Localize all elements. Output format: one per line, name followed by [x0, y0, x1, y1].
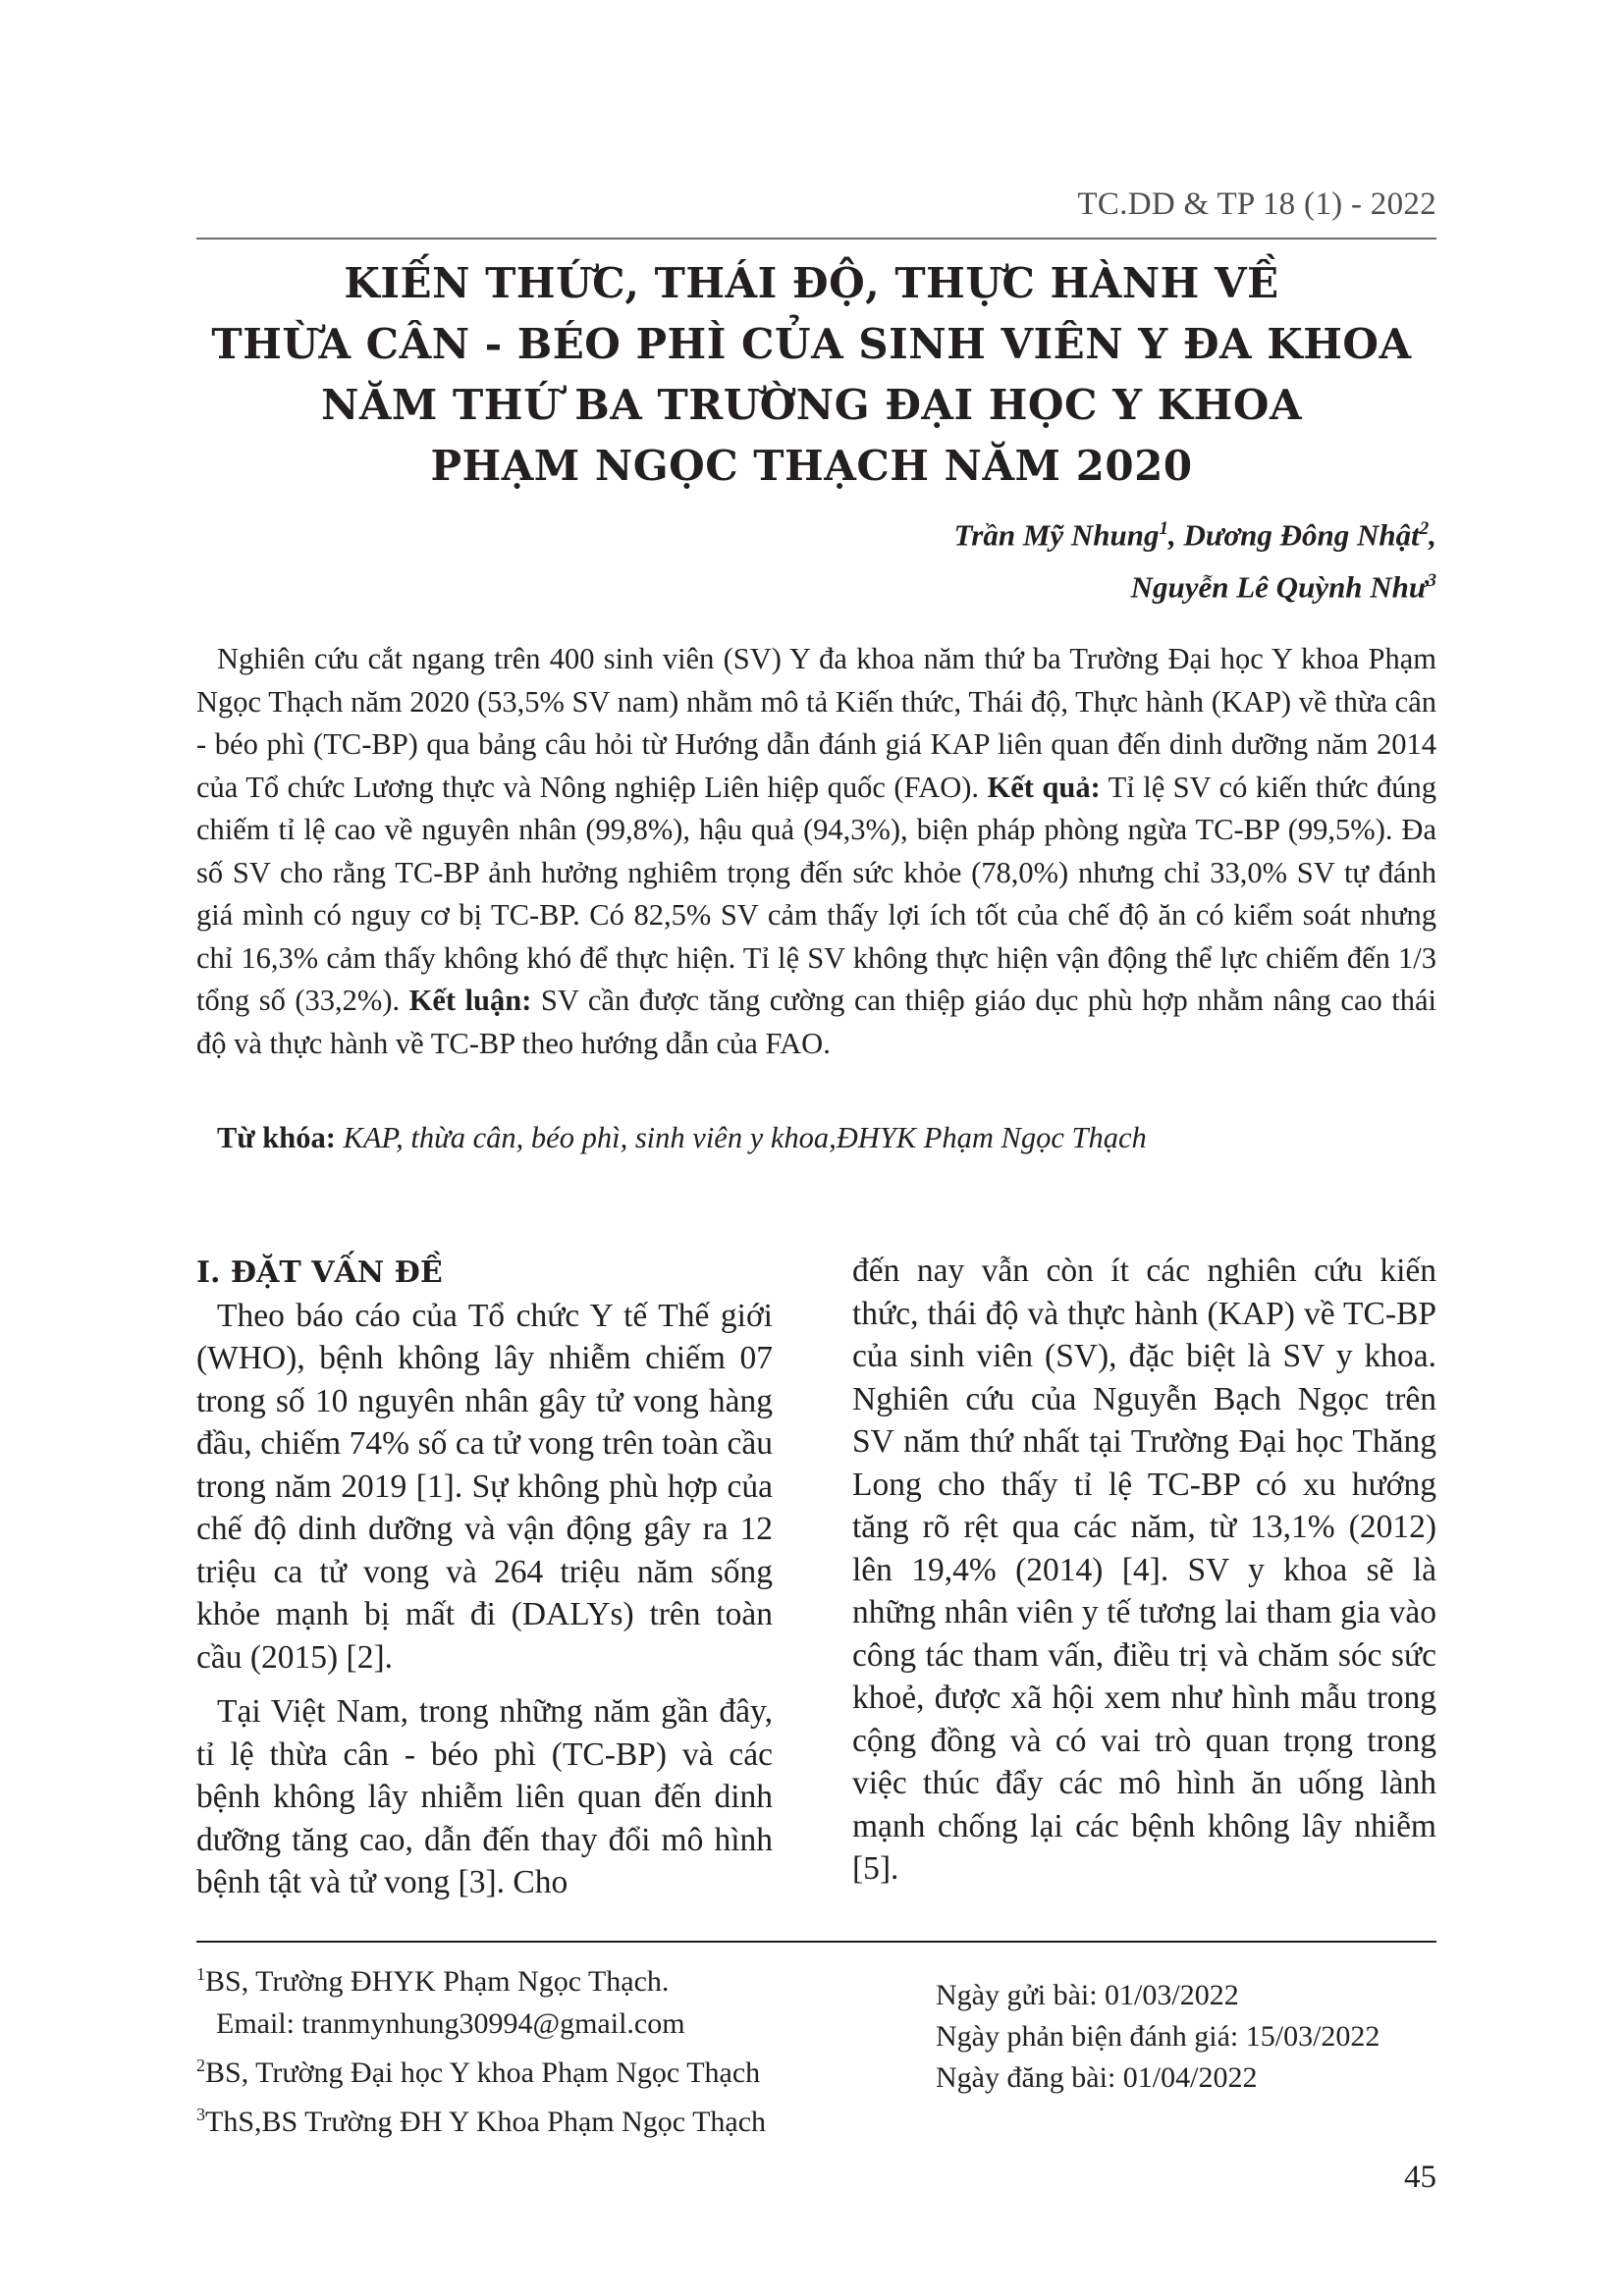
article-title	[157, 253, 1466, 497]
author-affiliation-marker: 2	[1419, 518, 1430, 539]
affiliation-2	[196, 2045, 844, 2094]
abstract-conclusion-label: Kết luận:	[408, 984, 532, 1017]
affiliation-footnotes	[196, 1953, 844, 2143]
author-list	[954, 506, 1437, 611]
author-affiliation-marker: 3	[1427, 570, 1436, 592]
page-number: 45	[1404, 2160, 1436, 2195]
affiliation-text: BS, Trường Đại học Y khoa Phạm Ngọc Thạch	[205, 2056, 761, 2089]
affiliation-text: BS, Trường ĐHYK Phạm Ngọc Thạch.	[205, 1965, 670, 1998]
title-line-4: PHẠM NGỌC THẠCH NĂM 2020	[430, 442, 1193, 490]
abstract-results-label: Kết quả:	[987, 770, 1101, 804]
footnote-divider	[196, 1941, 448, 1943]
date-published: Ngày đăng bài: 01/04/2022	[936, 2061, 1258, 2094]
title-line-2: THỪA CÂN - BÉO PHÌ CỦA SINH VIÊN Y ĐA KHOA	[211, 320, 1412, 368]
publication-dates	[936, 1975, 1436, 2099]
author-name: Nguyễn Lê Quỳnh Như	[1130, 569, 1428, 605]
author-email: Email: tranmynhung30994@gmail.com	[216, 2007, 685, 2040]
abstract-results: Tỉ lệ SV có kiến thức đúng chiếm tỉ lệ cao về nguyên nhân (99,8%), hậu quả (94,3%), biện pháp phòng ngừa TC-BP (99,5%). Đa số SV cho rằng TC-BP ảnh hưởng nghiêm trọng đến sức khỏe (78,0%) nhưng chỉ 33,0% SV tự đánh giá mình có nguy cơ bị TC-BP. Có 82,5% SV cảm thấy lợi ích tốt của chế độ ăn có kiểm soát nhưng chỉ 16,3% cảm thấy không khó để thực hiện. Tỉ lệ SV không thực hiện vận động thể lực chiếm đến 1/3 tổng số (33,2%).	[196, 770, 1437, 1017]
keywords-label: Từ khóa:	[217, 1121, 336, 1154]
abstract-intro: Nghiên cứu cắt ngang trên 400 sinh viên (SV) Y đa khoa năm thứ ba Trường Đại học Y khoa Phạm Ngọc Thạch năm 2020 (53,5% SV nam) nhằm mô tả Kiến thức, Thái độ, Thực hành (KAP) về thừa cân - béo phì (TC-BP) qua bảng câu hỏi từ Hướng dẫn đánh giá KAP liên quan đến dinh dưỡng năm 2014 của Tổ chức Lương thực và Nông nghiệp Liên hiệp quốc (FAO).	[196, 642, 1436, 804]
abstract-conclusion: SV cần được tăng cường can thiệp giáo dục phù hợp nhằm nâng cao thái độ và thực hành về TC-BP theo hướng dẫn của FAO.	[196, 984, 1436, 1060]
title-line-3: NĂM THỨ BA TRƯỜNG ĐẠI HỌC Y KHOA	[320, 381, 1303, 429]
body-column-right	[852, 1250, 1436, 1891]
affiliation-marker: 3	[196, 2105, 205, 2124]
date-reviewed: Ngày phản biện đánh giá: 15/03/2022	[936, 2020, 1380, 2053]
author-name: Trần Mỹ Nhung	[953, 517, 1160, 553]
section-heading: I. ĐẶT VẤN ĐỀ	[196, 1255, 443, 1290]
author-name: Dương Đông Nhật	[1183, 517, 1420, 553]
journal-reference: TC.DD & TP 18 (1) - 2022	[1077, 187, 1436, 222]
header-divider	[196, 238, 1436, 240]
affiliation-text: ThS,BS Trường ĐH Y Khoa Phạm Ngọc Thạch	[205, 2106, 767, 2138]
abstract	[196, 638, 1436, 1065]
author-line-1: Trần Mỹ Nhung$^1$, Dương Đông Nhật$^2$,	[953, 517, 1436, 553]
keywords	[217, 1117, 1436, 1160]
author-line-2	[954, 558, 1437, 610]
affiliation-1	[196, 1953, 844, 2002]
body-paragraph: Theo báo cáo của Tổ chức Y tế Thế giới (WHO), bệnh không lây nhiễm chiếm 07 trong số 10 nguyên nhân gây tử vong hàng đầu, chiếm 74% số ca tử vong trên toàn cầu trong năm 2019 [1]. Sự không phù hợp của chế độ dinh dưỡng và vận động gây ra 12 triệu ca tử vong và 264 triệu năm sống khỏe mạnh bị mất đi (DALYs) trên toàn cầu (2015) [2].	[196, 1297, 773, 1676]
affiliation-marker: 1	[196, 1964, 205, 1984]
author-affiliation-marker: 1	[1159, 518, 1169, 539]
title-line-1: KIẾN THỨC, THÁI ĐỘ, THỰC HÀNH VỀ	[344, 259, 1279, 307]
footer-divider	[448, 1941, 1436, 1943]
date-submitted: Ngày gửi bài: 01/03/2022	[936, 1979, 1239, 2011]
affiliation-3	[196, 2094, 844, 2143]
body-paragraph: đến nay vẫn còn ít các nghiên cứu kiến thức, thái độ và thực hành (KAP) về TC-BP của sinh viên (SV), đặc biệt là SV y khoa. Nghiên cứu của Nguyễn Bạch Ngọc trên SV năm thứ nhất tại Trường Đại học Thăng Long cho thấy tỉ lệ TC-BP có xu hướng tăng rõ rệt qua các năm, từ 13,1% (2012) lên 19,4% (2014) [4]. SV y khoa sẽ là những nhân viên y tế tương lai tham gia vào công tác tham vấn, điều trị và chăm sóc sức khoẻ, được xã hội xem như hình mẫu trong cộng đồng và có vai trò quan trọng trong việc thúc đẩy các mô hình ăn uống lành mạnh chống lại các bệnh không lây nhiễm [5].	[852, 1253, 1436, 1887]
keywords-text: KAP, thừa cân, béo phì, sinh viên y khoa,ĐHYK Phạm Ngọc Thạch	[343, 1121, 1147, 1154]
affiliation-marker: 2	[196, 2056, 205, 2075]
body-column-left	[196, 1252, 773, 1904]
body-paragraph: Tại Việt Nam, trong những năm gần đây, tỉ lệ thừa cân - béo phì (TC-BP) và các bệnh không lây nhiễm liên quan đến dinh dưỡng tăng cao, dẫn đến thay đổi mô hình bệnh tật và tử vong [3]. Cho	[196, 1693, 773, 1900]
